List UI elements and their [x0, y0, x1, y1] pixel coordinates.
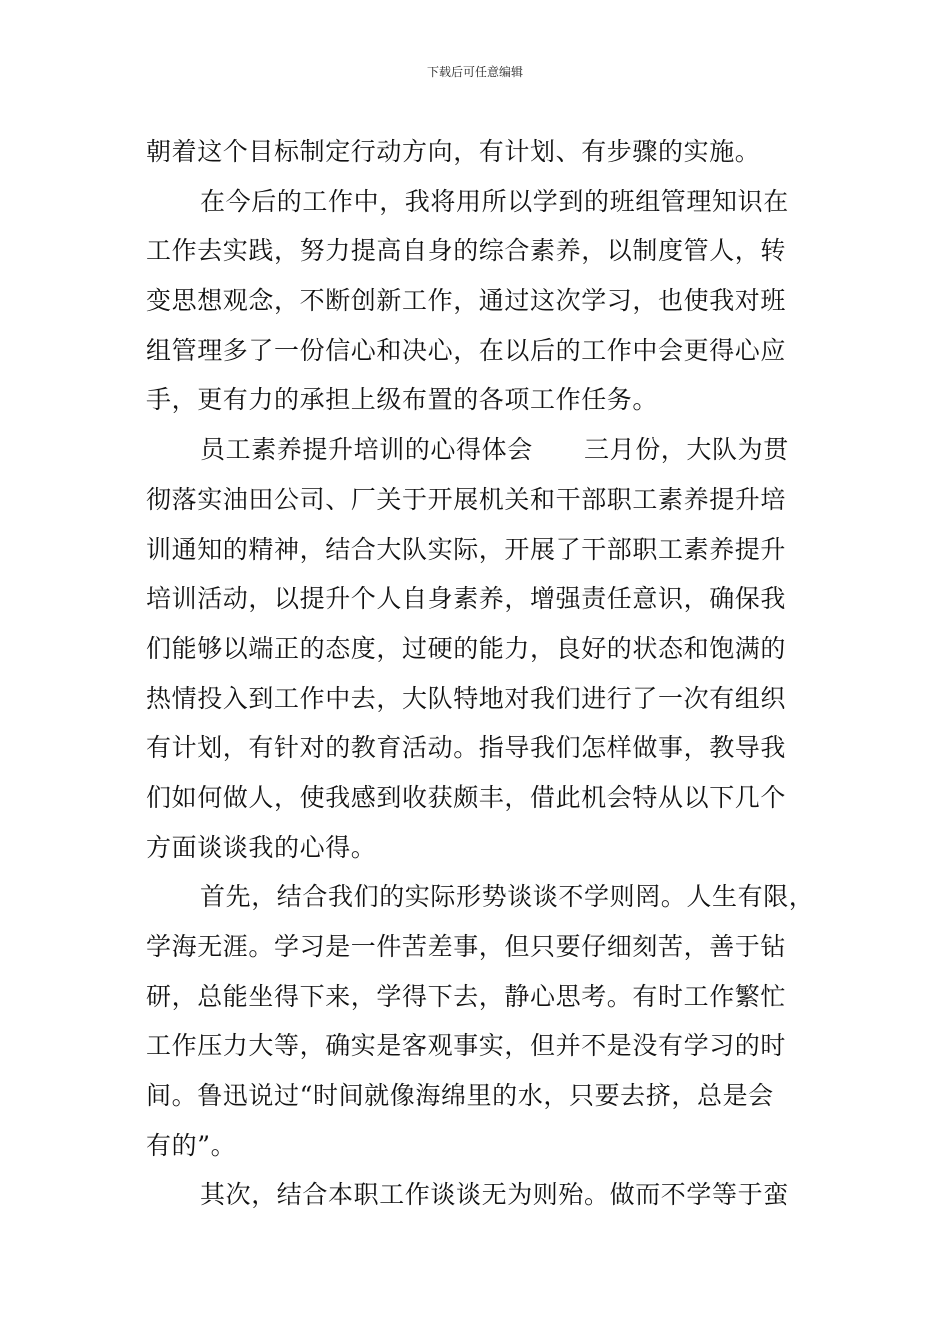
document-body [146, 127, 836, 1220]
text-line: 训通知的精神，结合大队实际，开展了干部职工素养提升 [146, 534, 787, 564]
text-line: 学海无涯。学习是一件苦差事，但只要仔细刻苦，善于钻 [146, 932, 787, 961]
text-line: 工作去实践，努力提高自身的综合素养，以制度管人，转 [146, 236, 787, 266]
text-line: 有的”。 [146, 1130, 237, 1160]
text-line: 组管理多了一份信心和决心，在以后的工作中会更得心应 [146, 335, 787, 365]
text-line: 们如何做人，使我感到收获颇丰，借此机会特从以下几个 [146, 782, 787, 812]
text-line: 培训活动，以提升个人自身素养，增强责任意识，确保我 [146, 584, 787, 614]
text-line: 员工素养提升培训的心得体会 三月份，大队为贯 [200, 435, 789, 465]
text-line: 研，总能坐得下来，学得下去，静心思考。有时工作繁忙 [146, 981, 787, 1011]
text-line: 变思想观念，不断创新工作，通过这次学习，也使我对班 [146, 286, 787, 316]
text-line: 间。鲁迅说过“时间就像海绵里的水，只要去挤，总是会 [146, 1081, 774, 1111]
text-line: 首先，结合我们的实际形势谈谈不学则罔。人生有限， [200, 882, 815, 912]
text-line: 们能够以端正的态度，过硬的能力，良好的状态和饱满的 [146, 633, 787, 663]
text-line: 其次，结合本职工作谈谈无为则殆。做而不学等于蛮 [200, 1180, 789, 1210]
text-line: 热情投入到工作中去，大队特地对我们进行了一次有组织 [146, 683, 787, 713]
text-line: 有计划，有针对的教育活动。指导我们怎样做事，教导我 [146, 733, 787, 763]
text-line: 彻落实油田公司、厂关于开展机关和干部职工素养提升培 [146, 484, 787, 514]
text-line: 朝着这个目标制定行动方向，有计划、有步骤的实施。 [146, 137, 761, 166]
text-line: 方面谈谈我的心得。 [146, 832, 377, 862]
text-line: 在今后的工作中，我将用所以学到的班组管理知识在 [200, 186, 789, 216]
text-line: 工作压力大等，确实是客观事实，但并不是没有学习的时 [146, 1031, 787, 1061]
text-line: 手，更有力的承担上级布置的各项工作任务。 [146, 385, 659, 415]
page-header-note: 下载后可任意编辑 [426, 65, 523, 79]
